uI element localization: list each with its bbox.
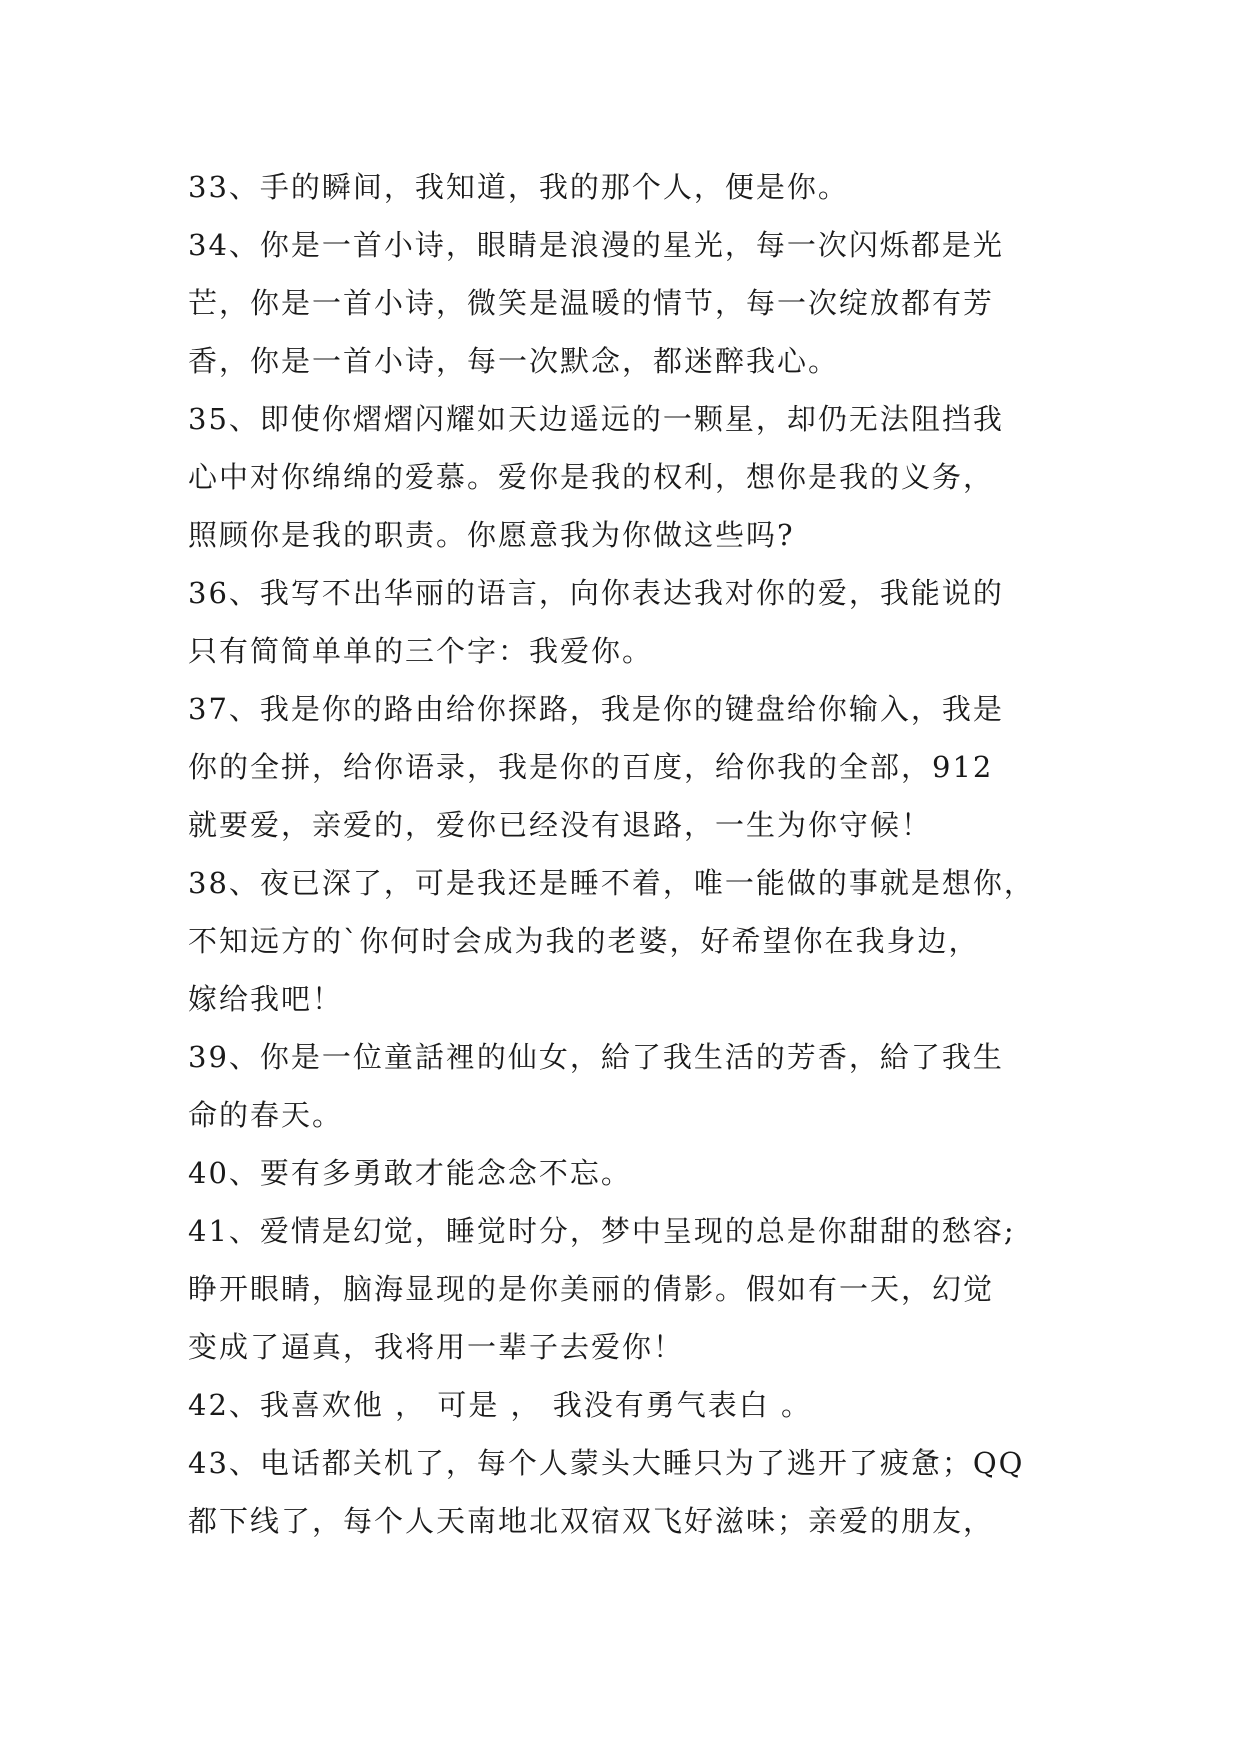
text-line: 42、我喜欢他 ， 可是 ， 我没有勇气表白 。: [188, 1388, 812, 1422]
text-line: 34、你是一首小诗，眼睛是浪漫的星光，每一次闪烁都是光: [188, 228, 1004, 262]
text-line: 香，你是一首小诗，每一次默念，都迷醉我心。: [188, 344, 840, 378]
text-line: 变成了逼真，我将用一辈子去爱你！: [188, 1330, 685, 1364]
text-line: 你的全拼，给你语录，我是你的百度，给你我的全部，912: [188, 750, 994, 784]
text-line: 33、手的瞬间，我知道，我的那个人，便是你。: [188, 170, 849, 204]
text-line: 38、夜已深了，可是我还是睡不着，唯一能做的事就是想你，: [188, 866, 1035, 900]
document-body: [188, 158, 1068, 1550]
text-line: 睁开眼睛，脑海显现的是你美丽的倩影。假如有一天，幻觉: [188, 1272, 995, 1306]
text-line: 命的春天。: [188, 1098, 344, 1132]
text-line: 芒，你是一首小诗，微笑是温暖的情节，每一次绽放都有芳: [188, 286, 995, 320]
text-line: 都下线了，每个人天南地北双宿双飞好滋味；亲爱的朋友，: [188, 1504, 995, 1538]
text-line: 39、你是一位童話裡的仙女，給了我生活的芳香，給了我生: [188, 1040, 1004, 1074]
text-line: 不知远方的`你何时会成为我的老婆，好希望你在我身边，: [188, 924, 980, 958]
text-line: 43、电话都关机了，每个人蒙头大睡只为了逃开了疲惫；QQ: [188, 1446, 1025, 1480]
text-line: 37、我是你的路由给你探路，我是你的键盘给你输入，我是: [188, 692, 1004, 726]
text-line: 35、即使你熠熠闪耀如天边遥远的一颗星，却仍无法阻挡我: [188, 402, 1004, 436]
text-line: 36、我写不出华丽的语言，向你表达我对你的爱，我能说的: [188, 576, 1004, 610]
text-line: 嫁给我吧！: [188, 982, 344, 1016]
text-line: 40、要有多勇敢才能念念不忘。: [188, 1156, 632, 1190]
text-line: 41、爱情是幻觉，睡觉时分，梦中呈现的总是你甜甜的愁容;: [188, 1214, 1016, 1248]
text-line: 就要爱，亲爱的，爱你已经没有退路，一生为你守候！: [188, 808, 933, 842]
text-line: 心中对你绵绵的爱慕。爱你是我的权利，想你是我的义务，: [188, 460, 995, 494]
text-line: 照顾你是我的职责。你愿意我为你做这些吗?: [188, 518, 795, 552]
text-line: 只有简简单单的三个字：我爱你。: [188, 634, 654, 668]
